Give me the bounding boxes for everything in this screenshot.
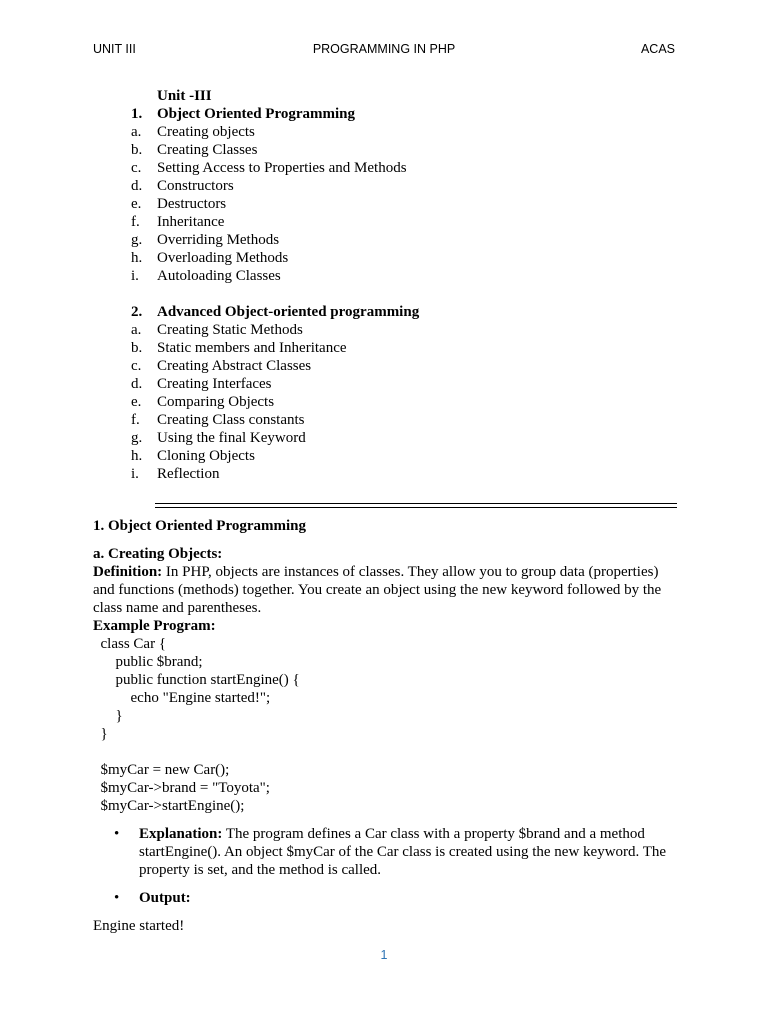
- toc-item-text: Creating objects: [157, 124, 255, 140]
- toc-item: [131, 429, 419, 447]
- toc-item-marker: f.: [131, 214, 140, 230]
- toc-item: [131, 195, 419, 213]
- code-line: }: [93, 726, 108, 742]
- code-line: $myCar->brand = "Toyota";: [93, 780, 270, 796]
- toc-item-marker: f.: [131, 412, 140, 428]
- bullet-label: Output:: [139, 890, 191, 906]
- toc-section-2-title: 2. Advanced Object-oriented programming: [131, 304, 420, 320]
- toc-item-text: Autoloading Classes: [157, 268, 281, 284]
- toc-item-text: Constructors: [157, 178, 234, 194]
- definition-paragraph: [93, 563, 673, 617]
- page-header: [93, 42, 675, 60]
- toc-item: [131, 159, 419, 177]
- toc-item-marker: g.: [131, 430, 143, 446]
- toc-item: [131, 267, 419, 285]
- toc-item-text: Creating Abstract Classes: [157, 358, 312, 374]
- toc-item: [131, 447, 419, 465]
- table-of-contents: [131, 87, 419, 483]
- toc-item-text: Destructors: [157, 196, 227, 212]
- toc-item-text: Creating Class constants: [157, 412, 305, 428]
- output-text: Engine started!: [93, 918, 185, 934]
- section-heading: 1. Object Oriented Programming: [93, 518, 307, 534]
- toc-item-text: Overriding Methods: [157, 232, 280, 248]
- toc-item: [131, 231, 419, 249]
- definition-label: Definition:: [93, 564, 163, 580]
- code-line: echo "Engine started!";: [93, 690, 271, 706]
- toc-item-marker: h.: [131, 250, 143, 266]
- unit-title: Unit -III: [157, 88, 212, 104]
- toc-item: [131, 465, 419, 483]
- toc-item-marker: a.: [131, 322, 142, 338]
- toc-item: [131, 321, 419, 339]
- toc-item: [131, 141, 419, 159]
- subsection-heading: a. Creating Objects:: [93, 546, 223, 562]
- toc-item-marker: a.: [131, 124, 142, 140]
- bullet-item: [93, 825, 673, 879]
- bullet-dot-icon: •: [114, 890, 120, 906]
- toc-item: [131, 411, 419, 429]
- toc-item-marker: e.: [131, 196, 142, 212]
- example-program-label: Example Program:: [93, 618, 216, 634]
- code-line: public function startEngine() {: [93, 672, 300, 688]
- definition-text: In PHP, objects are instances of classes. They allow you to group data (properties) and functions (methods) together. You create an object using the new keyword followed by the class name and parentheses.: [93, 564, 662, 616]
- toc-item-text: Static members and Inheritance: [157, 340, 347, 356]
- code-line: class Car {: [93, 636, 167, 652]
- bullet-text: The program defines a Car class with a property $brand and a method startEngine(). An object $myCar of the Car class is created using the new keyword. The property is set, and the method is called.: [139, 826, 667, 878]
- toc-item-text: Creating Interfaces: [157, 376, 272, 392]
- toc-item: [131, 357, 419, 375]
- toc-item-marker: c.: [131, 160, 142, 176]
- toc-item-marker: i.: [131, 466, 139, 482]
- toc-item: [131, 339, 419, 357]
- toc-item-marker: h.: [131, 448, 143, 464]
- toc-item: [131, 213, 419, 231]
- bullet-dot-icon: •: [114, 826, 120, 842]
- code-block: [93, 635, 673, 815]
- toc-item-text: Inheritance: [157, 214, 225, 230]
- page-number: 1: [380, 948, 388, 962]
- bullet-item: [93, 889, 673, 907]
- toc-item-marker: b.: [131, 340, 143, 356]
- toc-item-marker: e.: [131, 394, 142, 410]
- header-college: ACAS: [640, 42, 675, 56]
- main-content: [93, 517, 673, 935]
- toc-item-text: Overloading Methods: [157, 250, 289, 266]
- toc-item-text: Cloning Objects: [157, 448, 255, 464]
- code-line: [93, 743, 673, 761]
- header-unit: UNIT III: [93, 42, 136, 56]
- toc-item: [131, 249, 419, 267]
- toc-item-text: Comparing Objects: [157, 394, 275, 410]
- toc-item-marker: b.: [131, 142, 143, 158]
- bullet-label: Explanation:: [139, 826, 223, 842]
- toc-item: [131, 375, 419, 393]
- toc-item-text: Using the final Keyword: [157, 430, 306, 446]
- toc-item-marker: g.: [131, 232, 143, 248]
- toc-item-marker: c.: [131, 358, 142, 374]
- code-line: public $brand;: [93, 654, 203, 670]
- toc-item: [131, 393, 419, 411]
- code-line: $myCar->startEngine();: [93, 798, 245, 814]
- toc-item: [131, 177, 419, 195]
- section-divider: [155, 503, 677, 508]
- toc-item-text: Reflection: [157, 466, 220, 482]
- bullet-list: [93, 825, 673, 907]
- code-line: $myCar = new Car();: [93, 762, 230, 778]
- toc-item-text: Creating Static Methods: [157, 322, 303, 338]
- toc-section-1-title: 1. Object Oriented Programming: [131, 106, 356, 122]
- toc-item-text: Setting Access to Properties and Methods: [157, 160, 407, 176]
- toc-item: [131, 123, 419, 141]
- code-line: }: [93, 708, 123, 724]
- toc-item-marker: d.: [131, 376, 143, 392]
- toc-item-text: Creating Classes: [157, 142, 258, 158]
- header-course-title: PROGRAMMING IN PHP: [312, 42, 456, 56]
- toc-item-marker: d.: [131, 178, 143, 194]
- toc-item-marker: i.: [131, 268, 139, 284]
